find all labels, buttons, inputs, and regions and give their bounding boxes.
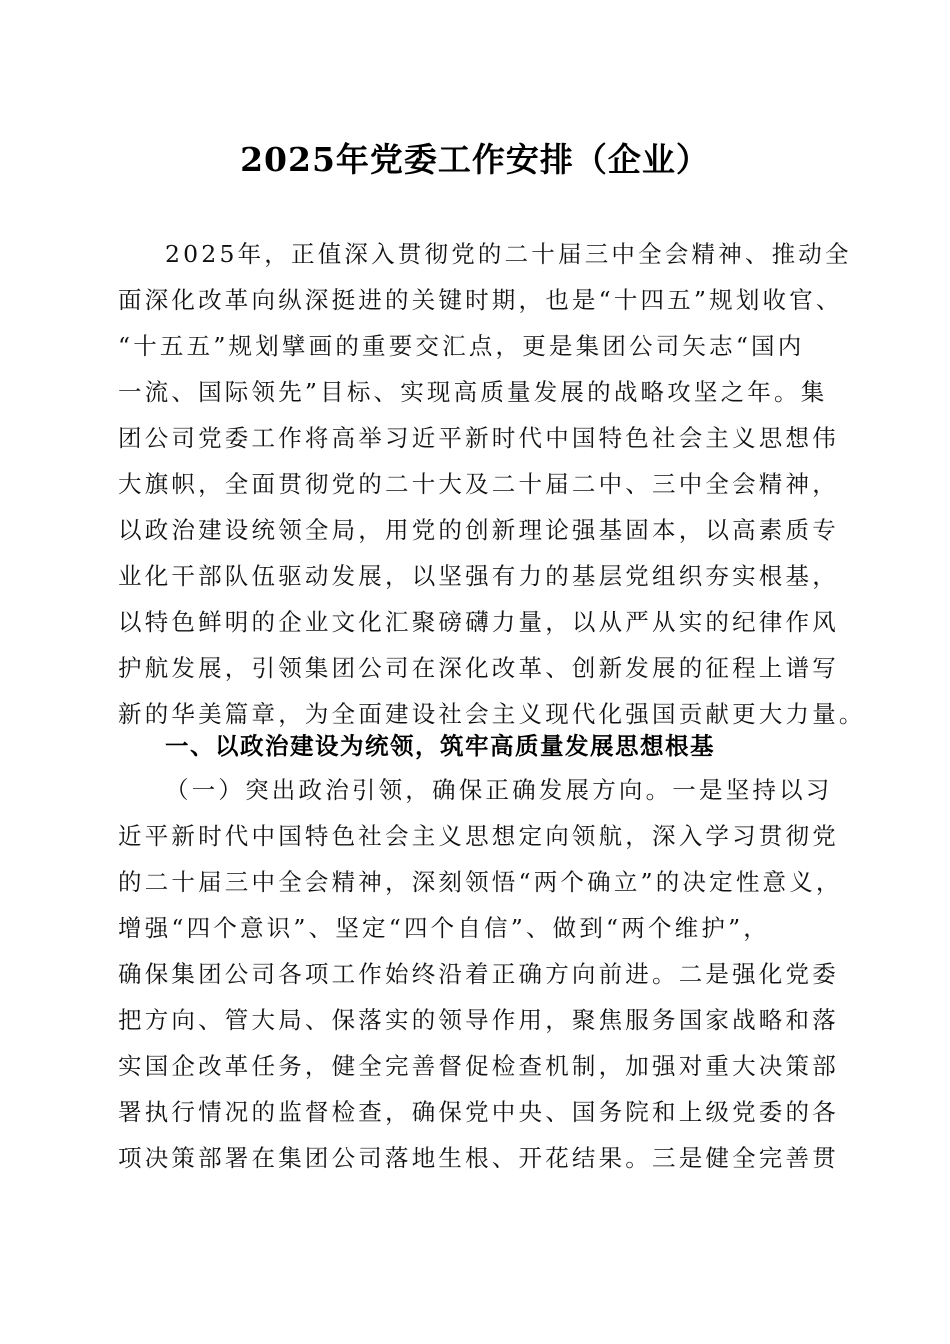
intro-line: 业化干部队伍驱动发展，以坚强有力的基层党组织夯实根基， (118, 562, 839, 590)
section-line: 确保集团公司各项工作始终沿着正确方向前进。二是强化党委 (118, 960, 839, 988)
section-line: 把方向、管大局、保落实的领导作用，聚焦服务国家战略和落 (118, 1006, 839, 1034)
intro-line: “十五五”规划擘画的重要交汇点，更是集团公司矢志“国内 (118, 332, 805, 360)
section-line: 实国企改革任务，健全完善督促检查机制，加强对重大决策部 (118, 1052, 839, 1080)
intro-line: 以政治建设统领全局，用党的创新理论强基固本，以高素质专 (118, 516, 839, 544)
document-title: 2025年党委工作安排（企业） (240, 140, 710, 179)
section-line: 的二十届三中全会精神，深刻领悟“两个确立”的决定性意义， (118, 868, 843, 896)
intro-line: 一流、国际领先”目标、实现高质量发展的战略攻坚之年。集 (118, 378, 828, 406)
intro-line: 2025年，正值深入贯彻党的二十届三中全会精神、推动全 (165, 240, 852, 268)
intro-line: 面深化改革向纵深挺进的关键时期，也是“十四五”规划收官、 (118, 286, 843, 314)
section-line: 近平新时代中国特色社会主义思想定向领航，深入学习贯彻党 (118, 822, 839, 850)
section-line: 署执行情况的监督检查，确保党中央、国务院和上级党委的各 (118, 1098, 839, 1126)
section-paragraph (118, 767, 843, 1181)
section-heading: 一、以政治建设为统领，筑牢高质量发展思想根基 (165, 732, 715, 760)
section-line: 项决策部署在集团公司落地生根、开花结果。三是健全完善贯 (118, 1144, 839, 1172)
intro-line: 团公司党委工作将高举习近平新时代中国特色社会主义思想伟 (118, 424, 839, 452)
intro-paragraph (118, 231, 866, 737)
section-line: （一）突出政治引领，确保正确发展方向。一是坚持以习 (165, 776, 833, 804)
section-line: 增强“四个意识”、坚定“四个自信”、做到“两个维护”， (118, 914, 770, 942)
intro-line: 护航发展，引领集团公司在深化改革、创新发展的征程上谱写 (118, 654, 839, 682)
intro-line: 大旗帜，全面贯彻党的二十大及二十届二中、三中全会精神， (118, 470, 839, 498)
intro-line: 新的华美篇章，为全面建设社会主义现代化强国贡献更大力量。 (118, 700, 866, 728)
intro-line: 以特色鲜明的企业文化汇聚磅礴力量，以从严从实的纪律作风 (118, 608, 839, 636)
